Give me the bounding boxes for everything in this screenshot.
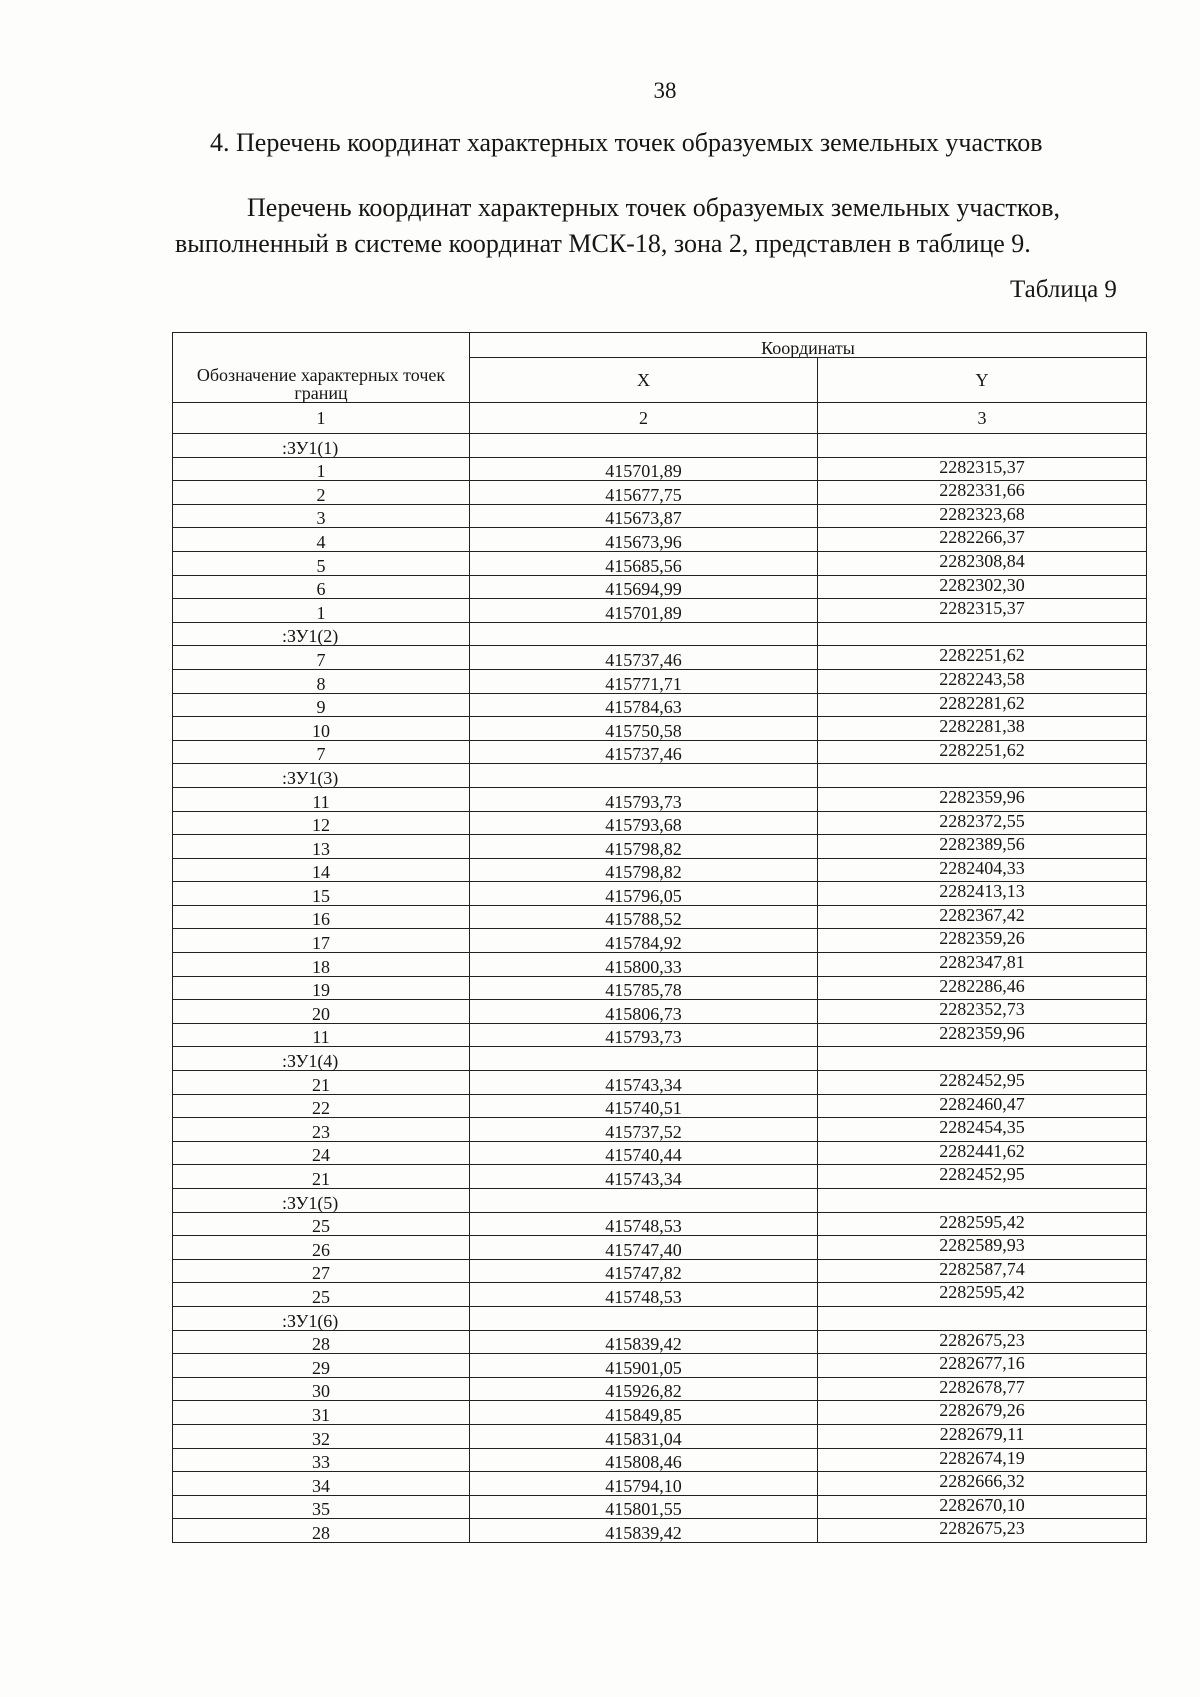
table-row — [173, 1236, 1147, 1260]
x-cell: 415737,46 — [470, 740, 818, 764]
point-cell: 21 — [173, 1071, 470, 1095]
x-cell: 415901,05 — [470, 1354, 818, 1378]
table-row — [173, 528, 1147, 552]
intro-line-1: Перечень координат характерных точек образуемых земельных участков, — [247, 193, 1060, 222]
point-cell: 26 — [173, 1236, 470, 1260]
x-cell: 415798,82 — [470, 858, 818, 882]
x-cell: 415737,52 — [470, 1118, 818, 1142]
x-cell: 415839,42 — [470, 1519, 818, 1543]
table-row — [173, 1519, 1147, 1543]
point-cell: 25 — [173, 1283, 470, 1307]
x-cell: 415849,85 — [470, 1401, 818, 1425]
y-cell: 2282302,30 — [818, 575, 1147, 599]
y-cell: 2282281,62 — [818, 693, 1147, 717]
x-cell: 415737,46 — [470, 646, 818, 670]
x-cell: 415747,82 — [470, 1259, 818, 1283]
y-cell: 2282589,93 — [818, 1236, 1147, 1260]
coordinates-table — [172, 332, 1147, 1543]
x-cell: 415801,55 — [470, 1495, 818, 1519]
y-cell: 2282452,95 — [818, 1071, 1147, 1095]
table-row — [173, 1472, 1147, 1496]
table-row — [173, 1141, 1147, 1165]
section-heading: 4. Перечень координат характерных точек образуемых земельных участков — [210, 128, 1043, 157]
y-cell: 2282675,23 — [818, 1519, 1147, 1543]
point-cell: 28 — [173, 1519, 470, 1543]
x-cell: 415800,33 — [470, 953, 818, 977]
y-cell — [818, 434, 1147, 458]
y-cell: 2282359,96 — [818, 1023, 1147, 1047]
y-cell: 2282266,37 — [818, 528, 1147, 552]
point-cell: 17 — [173, 929, 470, 953]
point-cell: 4 — [173, 528, 470, 552]
point-cell: 18 — [173, 953, 470, 977]
y-cell: 2282454,35 — [818, 1118, 1147, 1142]
point-cell: 7 — [173, 740, 470, 764]
intro-paragraph — [175, 190, 1155, 262]
table-caption: Таблица 9 — [1010, 276, 1117, 303]
x-cell: 415694,99 — [470, 575, 818, 599]
point-cell: 34 — [173, 1472, 470, 1496]
x-cell — [470, 1189, 818, 1213]
column-number: 2 — [470, 403, 818, 434]
table-row — [173, 835, 1147, 859]
page-number: 38 — [653, 78, 677, 103]
x-cell — [470, 1047, 818, 1071]
point-cell: 27 — [173, 1259, 470, 1283]
table-row — [173, 1259, 1147, 1283]
table-row — [173, 1118, 1147, 1142]
y-cell — [818, 622, 1147, 646]
y-cell: 2282315,37 — [818, 457, 1147, 481]
point-cell: 28 — [173, 1330, 470, 1354]
table-row — [173, 1023, 1147, 1047]
point-cell: 15 — [173, 882, 470, 906]
header-x: X — [470, 358, 818, 403]
point-cell: 5 — [173, 551, 470, 575]
y-cell: 2282413,13 — [818, 882, 1147, 906]
table-row — [173, 1424, 1147, 1448]
x-cell: 415740,44 — [470, 1141, 818, 1165]
point-cell: 6 — [173, 575, 470, 599]
point-cell: 32 — [173, 1424, 470, 1448]
table-row — [173, 1495, 1147, 1519]
point-cell: 19 — [173, 976, 470, 1000]
point-cell: :ЗУ1(5) — [173, 1189, 470, 1213]
y-cell: 2282670,10 — [818, 1495, 1147, 1519]
parcel-header-row — [173, 434, 1147, 458]
table-row — [173, 787, 1147, 811]
point-cell: 8 — [173, 669, 470, 693]
x-cell: 415677,75 — [470, 481, 818, 505]
point-cell: 33 — [173, 1448, 470, 1472]
x-cell: 415926,82 — [470, 1377, 818, 1401]
y-cell: 2282677,16 — [818, 1354, 1147, 1378]
y-cell — [818, 1189, 1147, 1213]
point-cell: 35 — [173, 1495, 470, 1519]
point-cell: 30 — [173, 1377, 470, 1401]
y-cell: 2282666,32 — [818, 1472, 1147, 1496]
point-cell: 14 — [173, 858, 470, 882]
point-cell: 25 — [173, 1212, 470, 1236]
point-cell: 10 — [173, 717, 470, 741]
x-cell: 415808,46 — [470, 1448, 818, 1472]
y-cell: 2282678,77 — [818, 1377, 1147, 1401]
table-row — [173, 575, 1147, 599]
point-cell: 20 — [173, 1000, 470, 1024]
table-row — [173, 457, 1147, 481]
y-cell: 2282372,55 — [818, 811, 1147, 835]
intro-line-2: выполненный в системе координат МСК-18, зона 2, представлен в таблице 9. — [175, 229, 1031, 258]
point-cell: :ЗУ1(4) — [173, 1047, 470, 1071]
column-number: 1 — [173, 403, 470, 434]
point-cell: 9 — [173, 693, 470, 717]
x-cell: 415788,52 — [470, 905, 818, 929]
point-cell: :ЗУ1(2) — [173, 622, 470, 646]
table-row — [173, 1283, 1147, 1307]
header-y: Y — [818, 358, 1147, 403]
table-row — [173, 669, 1147, 693]
parcel-header-row — [173, 1047, 1147, 1071]
table-row — [173, 551, 1147, 575]
point-cell: 1 — [173, 457, 470, 481]
point-cell: :ЗУ1(1) — [173, 434, 470, 458]
x-cell: 415793,73 — [470, 1023, 818, 1047]
x-cell: 415701,89 — [470, 599, 818, 623]
point-cell: 11 — [173, 787, 470, 811]
y-cell — [818, 764, 1147, 788]
y-cell: 2282460,47 — [818, 1094, 1147, 1118]
point-cell: 24 — [173, 1141, 470, 1165]
table-row — [173, 1448, 1147, 1472]
table-body — [173, 434, 1147, 1543]
point-cell: 1 — [173, 599, 470, 623]
table-row — [173, 1330, 1147, 1354]
point-cell: 23 — [173, 1118, 470, 1142]
x-cell: 415793,73 — [470, 787, 818, 811]
x-cell: 415793,68 — [470, 811, 818, 835]
y-cell: 2282595,42 — [818, 1212, 1147, 1236]
x-cell: 415750,58 — [470, 717, 818, 741]
x-cell: 415747,40 — [470, 1236, 818, 1260]
table-row — [173, 811, 1147, 835]
table-row — [173, 693, 1147, 717]
table-row — [173, 1165, 1147, 1189]
parcel-header-row — [173, 1306, 1147, 1330]
table-row — [173, 1071, 1147, 1095]
y-cell: 2282286,46 — [818, 976, 1147, 1000]
x-cell: 415831,04 — [470, 1424, 818, 1448]
y-cell: 2282441,62 — [818, 1141, 1147, 1165]
table-row — [173, 882, 1147, 906]
table-row — [173, 858, 1147, 882]
header-point-designation: Обозначение характерных точек границ — [173, 333, 470, 403]
point-cell: 16 — [173, 905, 470, 929]
y-cell: 2282404,33 — [818, 858, 1147, 882]
table-row — [173, 504, 1147, 528]
x-cell: 415784,92 — [470, 929, 818, 953]
x-cell — [470, 434, 818, 458]
column-number: 3 — [818, 403, 1147, 434]
x-cell: 415839,42 — [470, 1330, 818, 1354]
point-cell: 11 — [173, 1023, 470, 1047]
point-cell: :ЗУ1(6) — [173, 1306, 470, 1330]
x-cell: 415798,82 — [470, 835, 818, 859]
y-cell: 2282359,96 — [818, 787, 1147, 811]
x-cell: 415796,05 — [470, 882, 818, 906]
x-cell: 415743,34 — [470, 1165, 818, 1189]
point-cell: 12 — [173, 811, 470, 835]
table-row — [173, 1000, 1147, 1024]
y-cell: 2282323,68 — [818, 504, 1147, 528]
x-cell: 415785,78 — [470, 976, 818, 1000]
table-row — [173, 481, 1147, 505]
y-cell: 2282674,19 — [818, 1448, 1147, 1472]
x-cell: 415740,51 — [470, 1094, 818, 1118]
y-cell: 2282675,23 — [818, 1330, 1147, 1354]
y-cell: 2282251,62 — [818, 740, 1147, 764]
x-cell — [470, 622, 818, 646]
y-cell: 2282315,37 — [818, 599, 1147, 623]
parcel-header-row — [173, 764, 1147, 788]
y-cell: 2282308,84 — [818, 551, 1147, 575]
table-row — [173, 953, 1147, 977]
y-cell: 2282359,26 — [818, 929, 1147, 953]
x-cell: 415748,53 — [470, 1212, 818, 1236]
parcel-header-row — [173, 622, 1147, 646]
y-cell: 2282587,74 — [818, 1259, 1147, 1283]
table-row — [173, 976, 1147, 1000]
table-row — [173, 1377, 1147, 1401]
x-cell: 415685,56 — [470, 551, 818, 575]
parcel-header-row — [173, 1189, 1147, 1213]
y-cell — [818, 1306, 1147, 1330]
point-cell: 7 — [173, 646, 470, 670]
table-row — [173, 1354, 1147, 1378]
point-cell: 31 — [173, 1401, 470, 1425]
point-cell: 3 — [173, 504, 470, 528]
x-cell: 415748,53 — [470, 1283, 818, 1307]
x-cell: 415743,34 — [470, 1071, 818, 1095]
y-cell: 2282352,73 — [818, 1000, 1147, 1024]
point-cell: 22 — [173, 1094, 470, 1118]
x-cell: 415673,96 — [470, 528, 818, 552]
y-cell: 2282679,26 — [818, 1401, 1147, 1425]
y-cell: 2282347,81 — [818, 953, 1147, 977]
table-row — [173, 905, 1147, 929]
y-cell — [818, 1047, 1147, 1071]
point-cell: 21 — [173, 1165, 470, 1189]
table-row — [173, 1401, 1147, 1425]
table-row — [173, 646, 1147, 670]
y-cell: 2282251,62 — [818, 646, 1147, 670]
point-cell: :ЗУ1(3) — [173, 764, 470, 788]
y-cell: 2282281,38 — [818, 717, 1147, 741]
x-cell: 415794,10 — [470, 1472, 818, 1496]
y-cell: 2282331,66 — [818, 481, 1147, 505]
point-cell: 2 — [173, 481, 470, 505]
table-row — [173, 1094, 1147, 1118]
x-cell — [470, 1306, 818, 1330]
x-cell: 415673,87 — [470, 504, 818, 528]
x-cell: 415701,89 — [470, 457, 818, 481]
table-row — [173, 717, 1147, 741]
header-coordinates: Координаты — [470, 333, 1147, 358]
x-cell: 415771,71 — [470, 669, 818, 693]
y-cell: 2282243,58 — [818, 669, 1147, 693]
x-cell: 415784,63 — [470, 693, 818, 717]
table-row — [173, 1212, 1147, 1236]
x-cell: 415806,73 — [470, 1000, 818, 1024]
point-cell: 13 — [173, 835, 470, 859]
y-cell: 2282389,56 — [818, 835, 1147, 859]
y-cell: 2282367,42 — [818, 905, 1147, 929]
x-cell — [470, 764, 818, 788]
y-cell: 2282452,95 — [818, 1165, 1147, 1189]
y-cell: 2282679,11 — [818, 1424, 1147, 1448]
table-row — [173, 740, 1147, 764]
point-cell: 29 — [173, 1354, 470, 1378]
table-row — [173, 929, 1147, 953]
table-row — [173, 599, 1147, 623]
y-cell: 2282595,42 — [818, 1283, 1147, 1307]
